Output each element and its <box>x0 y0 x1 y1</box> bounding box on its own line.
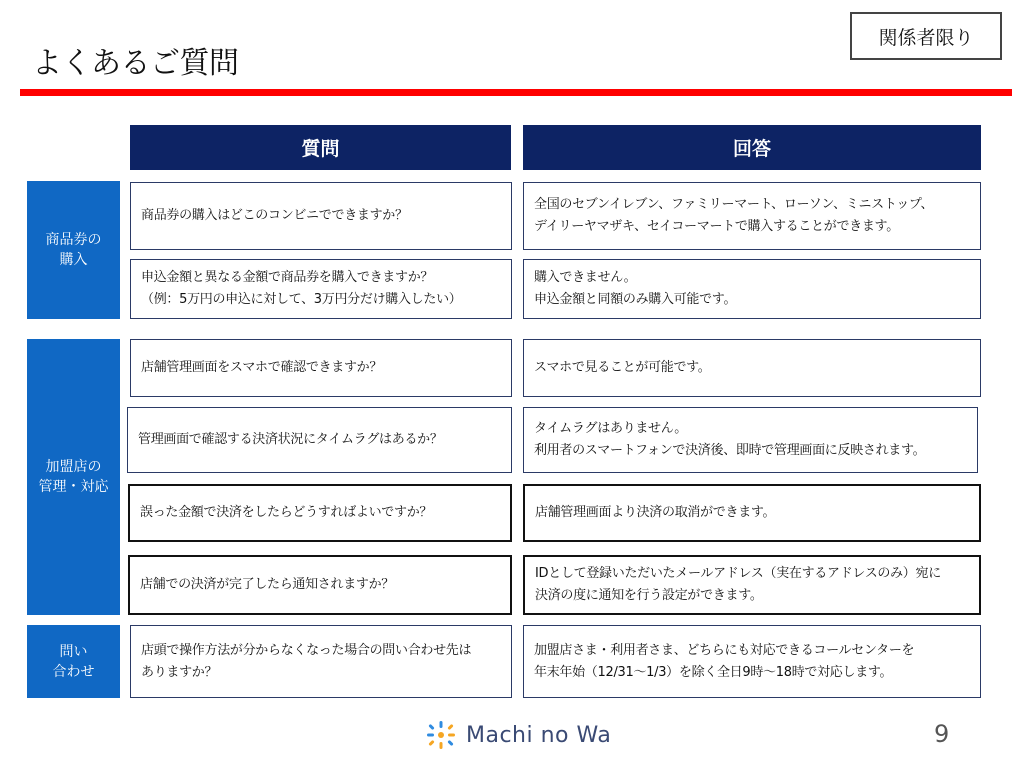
faq-answer: 店舗管理画面より決済の取消ができます。 <box>523 484 981 542</box>
page-title: よくあるご質問 <box>32 46 239 81</box>
page-number: 9 <box>934 720 950 748</box>
category-merchant-management: 加盟店の 管理・対応 <box>27 339 120 615</box>
faq-answer: 加盟店さま・利用者さま、どちらにも対応できるコールセンターを 年末年始（12/31～1/3）を除く全日9時～18時で対応します。 <box>523 625 981 698</box>
faq-answer: IDとして登録いただいたメールアドレス（実在するアドレスのみ）宛に 決済の度に通知を行う設定ができます。 <box>523 555 981 615</box>
faq-question: 店舗での決済が完了したら通知されますか？ <box>128 555 512 615</box>
faq-question: 申込金額と異なる金額で商品券を購入できますか？ （例：5万円の申込に対して、3万円分だけ購入したい） <box>130 259 512 319</box>
title-divider <box>20 89 1012 96</box>
faq-answer: 全国のセブンイレブン、ファミリーマート、ローソン、ミニストップ、 デイリーヤマザキ、セイコーマートで購入することができます。 <box>523 182 981 250</box>
answer-column-header: 回答 <box>523 125 981 170</box>
faq-question: 店舗管理画面をスマホで確認できますか？ <box>130 339 512 397</box>
confidential-badge: 関係者限り <box>850 12 1002 60</box>
faq-question: 管理画面で確認する決済状況にタイムラグはあるか？ <box>127 407 512 473</box>
brand-logo <box>424 718 611 752</box>
faq-answer: タイムラグはありません。 利用者のスマートフォンで決済後、即時で管理画面に反映されます。 <box>523 407 978 473</box>
sparkle-logo-icon <box>424 718 458 752</box>
logo-text: Machi no Wa <box>466 722 612 748</box>
faq-answer: スマホで見ることが可能です。 <box>523 339 981 397</box>
faq-question: 誤った金額で決済をしたらどうすればよいですか？ <box>128 484 512 542</box>
faq-question: 商品券の購入はどこのコンビニでできますか？ <box>130 182 512 250</box>
category-purchase: 商品券の 購入 <box>27 181 120 319</box>
question-column-header: 質問 <box>130 125 511 170</box>
faq-question: 店頭で操作方法が分からなくなった場合の問い合わせ先は ありますか？ <box>130 625 512 698</box>
category-inquiry: 問い 合わせ <box>27 625 120 698</box>
faq-answer: 購入できません。 申込金額と同額のみ購入可能です。 <box>523 259 981 319</box>
